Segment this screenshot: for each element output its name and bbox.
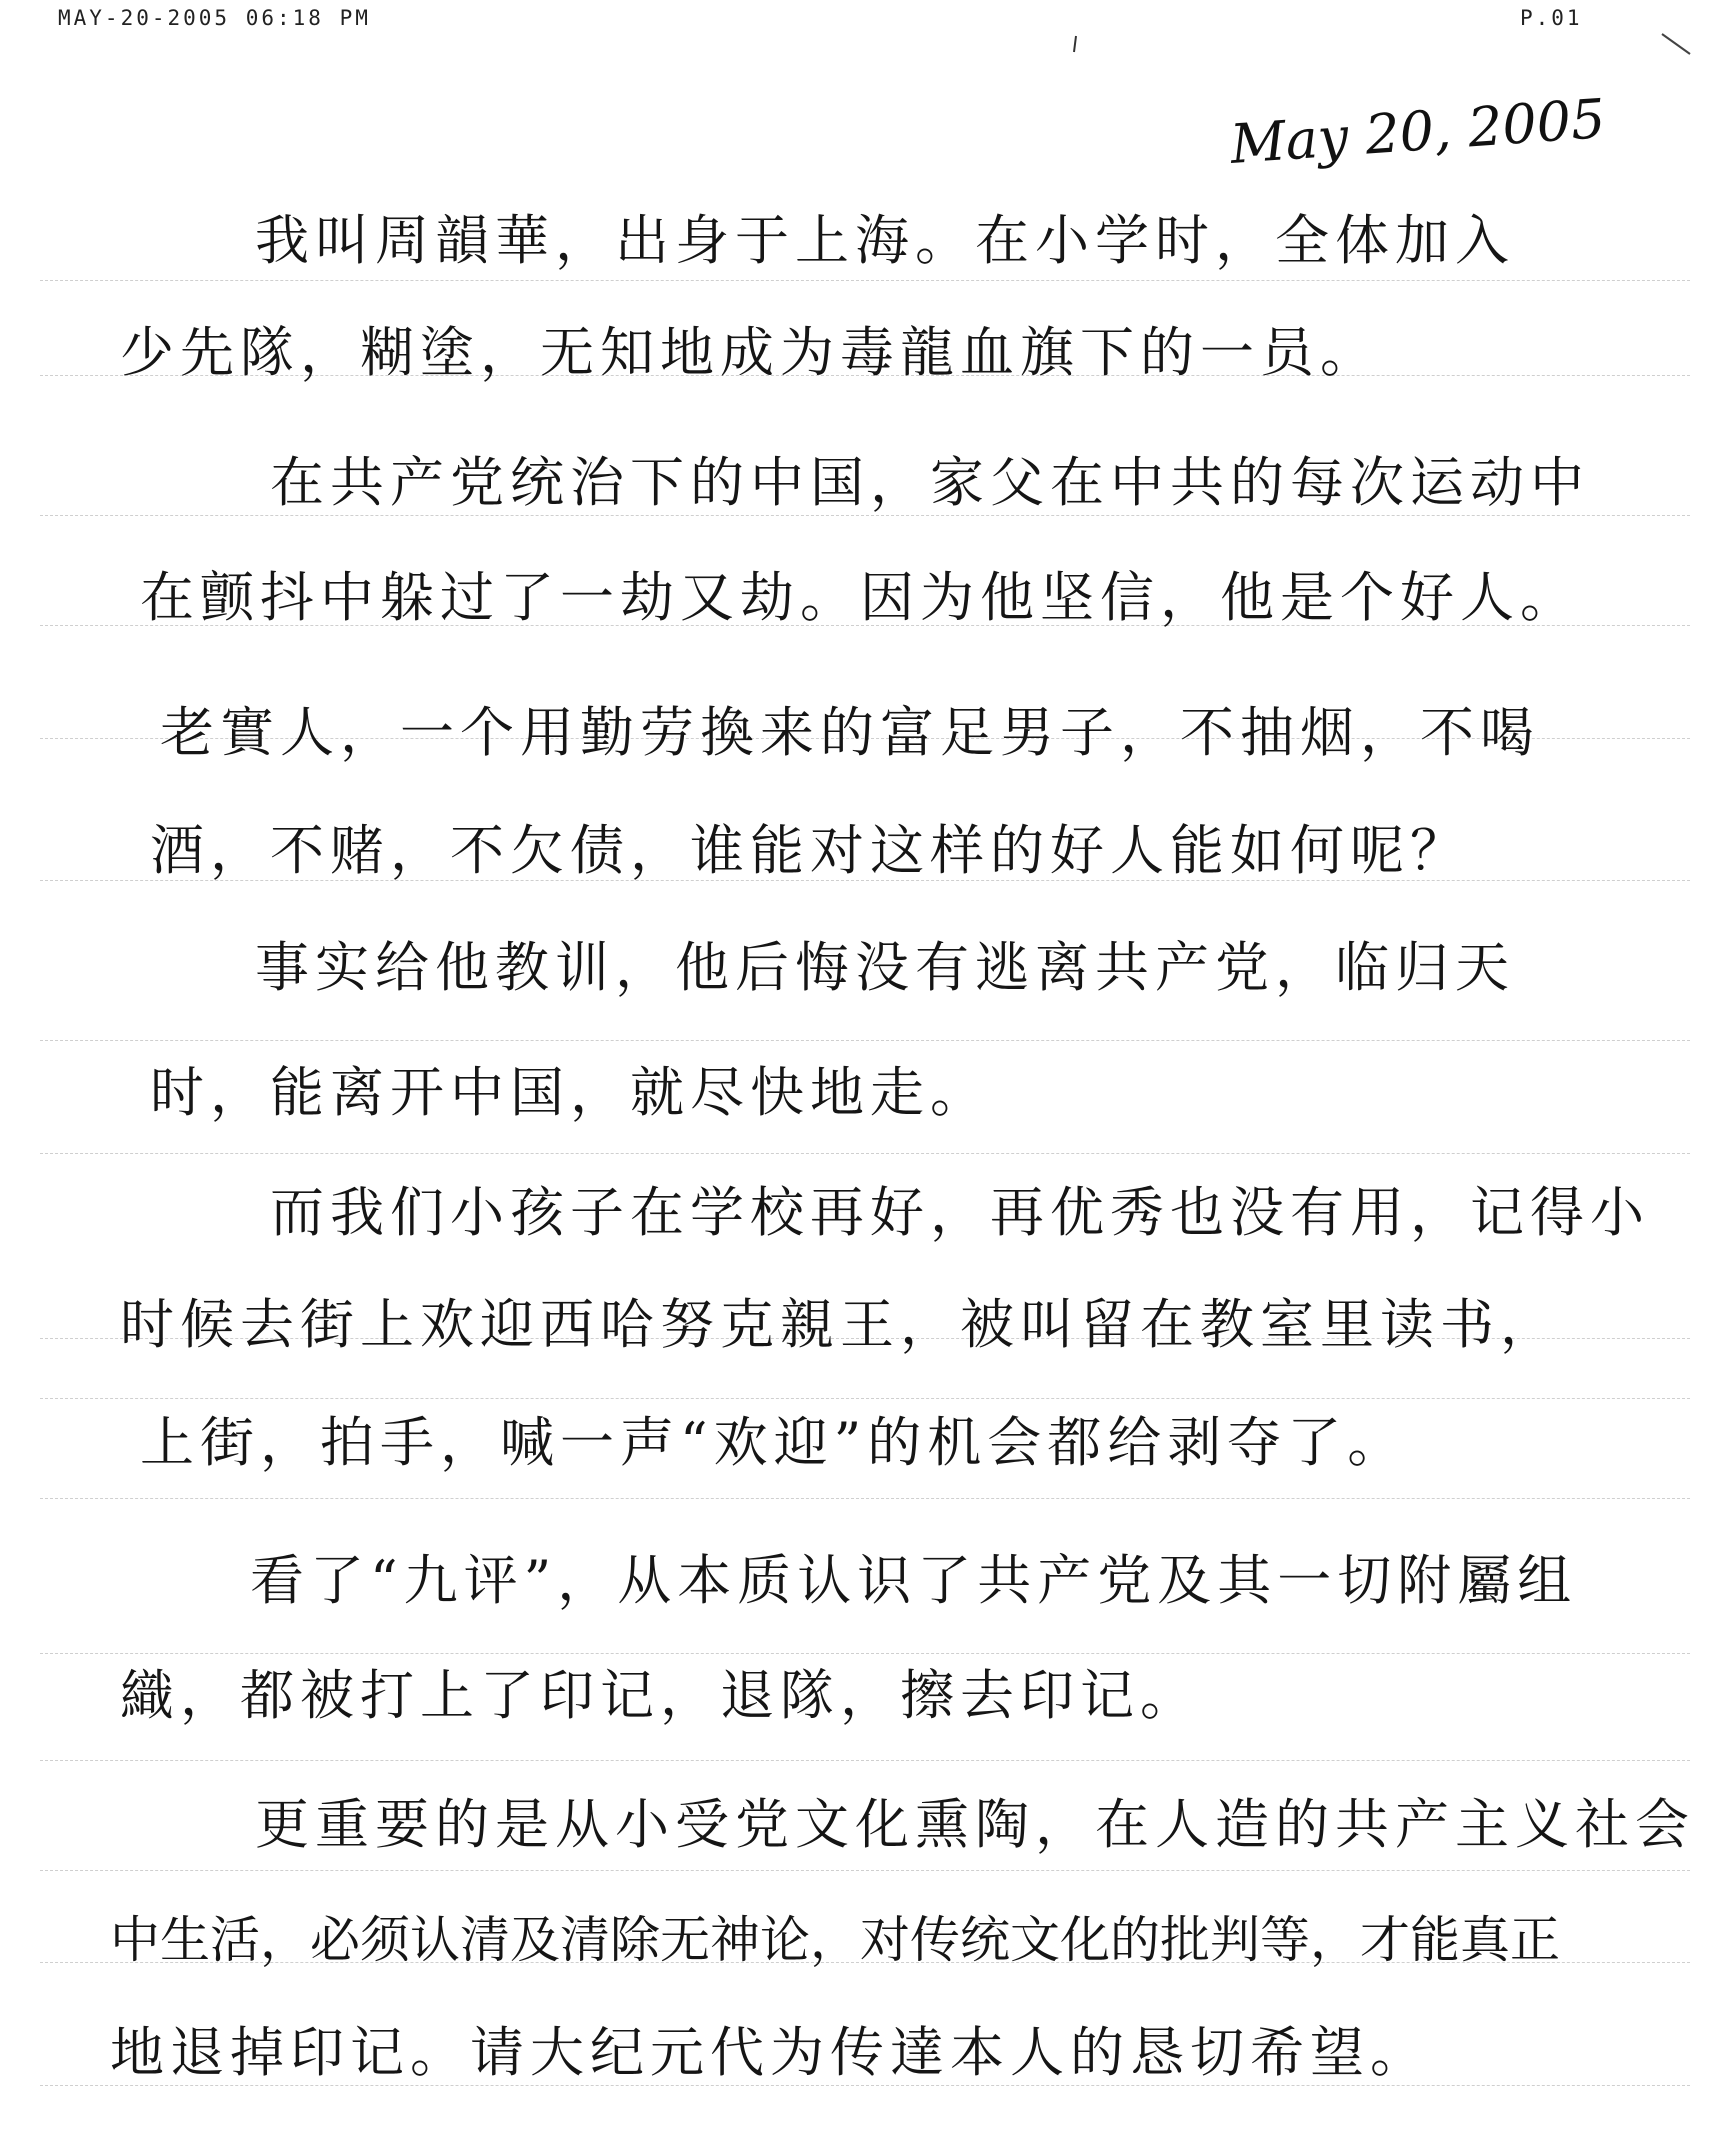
letter-line: 在共产党统治下的中国，家父在中共的每次运动中 — [270, 451, 1590, 514]
fax-page-number: P.01 — [1520, 6, 1583, 30]
ruled-line — [40, 1153, 1690, 1154]
letter-line: 老實人，一个用勤劳換来的富足男子，不抽烟，不喝 — [160, 701, 1540, 764]
letter-line: 事实给他教训，他后悔没有逃离共产党，临归天 — [255, 936, 1515, 999]
stray-tick-mark — [1070, 34, 1082, 54]
fax-timestamp: MAY-20-2005 06:18 PM — [58, 6, 371, 30]
letter-date: May 20, 2005 — [1228, 86, 1608, 177]
letter-line: 上街，拍手，喊一声“欢迎”的机会都给剥夺了。 — [140, 1411, 1408, 1474]
letter-line: 織，都被打上了印记，退隊，擦去印记。 — [120, 1664, 1200, 1727]
letter-line: 酒，不赌，不欠债，谁能对这样的好人能如何呢？ — [150, 819, 1470, 882]
ruled-line — [40, 1398, 1690, 1399]
letter-line: 时候去街上欢迎西哈努克親王，被叫留在教室里读书， — [120, 1293, 1560, 1356]
letter-line: 少先隊，糊塗，无知地成为毒龍血旗下的一员。 — [120, 321, 1380, 384]
ruled-line — [40, 1760, 1690, 1761]
letter-line: 我叫周韻華，出身于上海。在小学时，全体加入 — [255, 209, 1515, 272]
ruled-line — [40, 280, 1690, 281]
ruled-line — [40, 1870, 1690, 1871]
letter-line: 在颤抖中躲过了一劫又劫。因为他坚信，他是个好人。 — [140, 566, 1580, 629]
letter-line: 地退掉印记。请大纪元代为传達本人的恳切希望。 — [110, 2021, 1430, 2084]
letter-line: 而我们小孩子在学校再好，再优秀也没有用，记得小 — [270, 1181, 1650, 1244]
ruled-line — [40, 1498, 1690, 1499]
letter-line: 中生活，必须认清及清除无神论，对传统文化的批判等，才能真正 — [110, 1911, 1560, 1969]
fax-header — [0, 6, 1728, 36]
letter-line: 看了“九评”，从本质认识了共产党及其一切附屬组 — [250, 1549, 1578, 1612]
letter-line: 时，能离开中国，就尽快地走。 — [150, 1061, 990, 1124]
letter-line: 更重要的是从小受党文化熏陶，在人造的共产主义社会 — [255, 1793, 1695, 1856]
ruled-line — [40, 1040, 1690, 1041]
corner-scan-mark — [1660, 30, 1700, 60]
